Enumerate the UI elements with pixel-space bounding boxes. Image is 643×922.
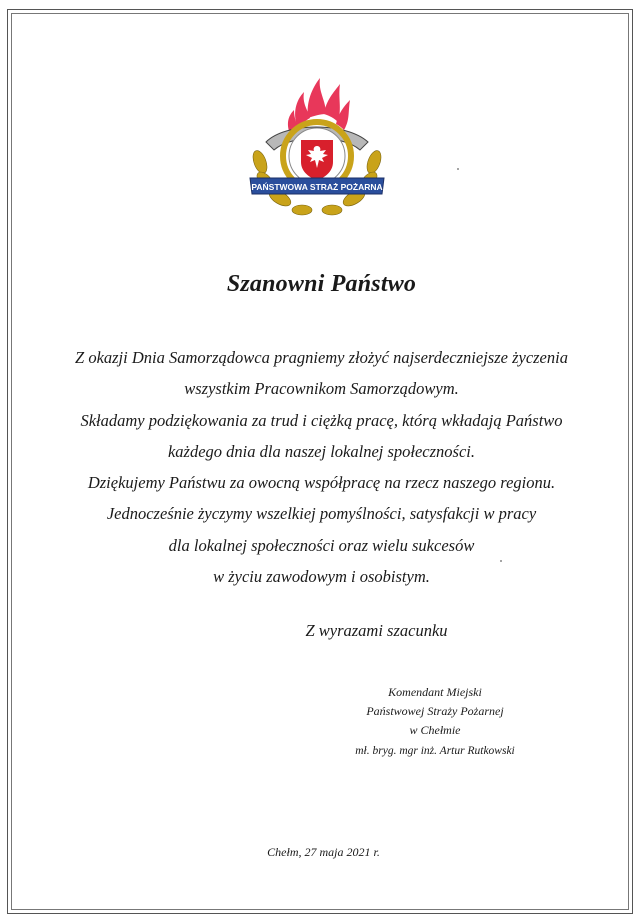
body-line: w życiu zawodowym i osobistym. xyxy=(213,567,430,587)
signature-line: Państwowej Straży Pożarnej xyxy=(366,704,504,718)
closing-phrase: Z wyrazami szacunku xyxy=(305,621,448,640)
fire-service-emblem xyxy=(246,70,388,220)
body-line: każdego dnia dla naszej lokalnej społeczności. xyxy=(167,441,476,461)
body-line: Składamy podziękowania za trud i ciężką pracę, którą wkładają Państwo xyxy=(80,410,563,430)
body-line: wszystkim Pracownikom Samorządowym. xyxy=(184,379,459,399)
body-line: dla lokalnej społeczności oraz wielu sukcesów xyxy=(168,535,475,555)
letter-date: Chełm, 27 maja 2021 r. xyxy=(267,845,380,859)
signatory-name: mł. bryg. mgr inż. Artur Rutkowski xyxy=(355,745,515,757)
body-line: Z okazji Dnia Samorządowca pragniemy złożyć najserdeczniejsze życzenia xyxy=(75,348,568,367)
scan-speck xyxy=(457,168,459,170)
signature-line: Komendant Miejski xyxy=(388,685,482,699)
signature-block xyxy=(330,683,540,740)
letter-title: Szanowni Państwo xyxy=(226,271,417,297)
body-line: Jednocześnie życzymy wszelkiej pomyślności, satysfakcji w pracy xyxy=(106,504,537,524)
scan-speck xyxy=(500,560,502,562)
emblem-banner-text: PAŃSTWOWA STRAŻ POŻARNA xyxy=(251,182,383,192)
letter-body xyxy=(0,342,643,592)
body-line: Dziękujemy Państwu za owocną współpracę na rzecz naszego regionu. xyxy=(87,473,556,493)
signature-line: w Chełmie xyxy=(409,723,461,737)
